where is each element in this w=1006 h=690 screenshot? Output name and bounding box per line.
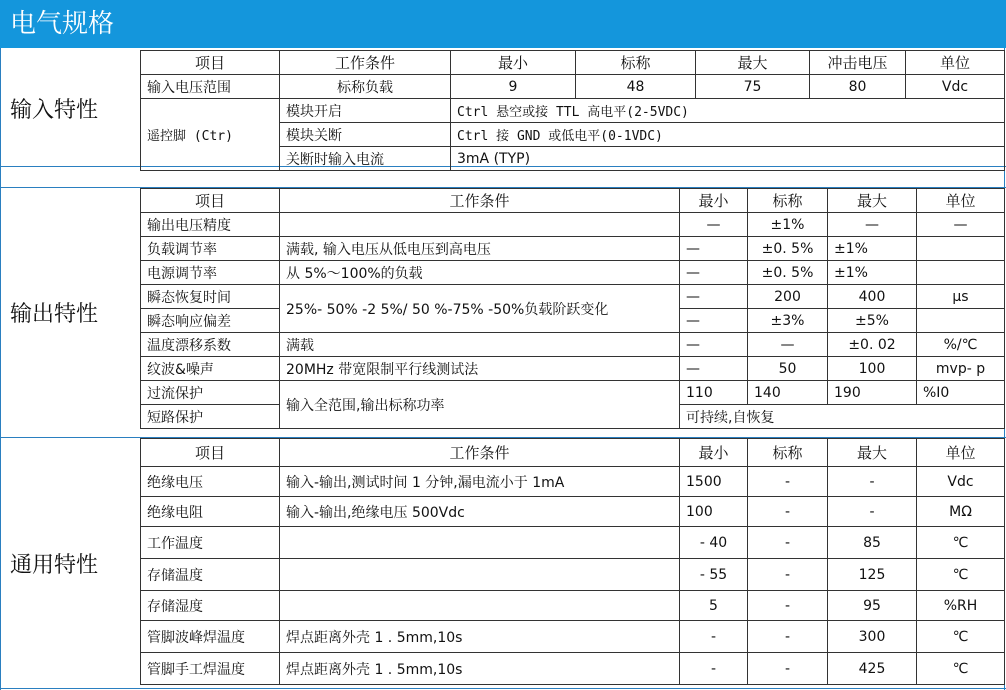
table-cell: 200 — [748, 285, 828, 309]
header-cell: 标称 — [748, 439, 828, 467]
table-cell — [917, 237, 1005, 261]
table-cell: 温度漂移系数 — [141, 333, 280, 357]
table-row — [141, 99, 1005, 123]
table-cell: 190 — [828, 381, 917, 405]
page-title: 电气规格 — [0, 0, 1006, 48]
table-cell: ℃ — [917, 621, 1005, 653]
table-cell: 管脚手工焊温度 — [141, 653, 280, 685]
table-cell: - — [748, 467, 828, 497]
table-cell: %RH — [917, 591, 1005, 621]
header-cell: 标称 — [748, 189, 828, 213]
table-cell: - 55 — [680, 559, 748, 591]
table-cell: — — [680, 237, 748, 261]
table-cell: 48 — [576, 75, 696, 99]
table-cell: 瞬态响应偏差 — [141, 309, 280, 333]
table-row — [141, 653, 1005, 685]
table-cell: ℃ — [917, 527, 1005, 559]
table-cell: 输出电压精度 — [141, 213, 280, 237]
header-cell: 最小 — [680, 439, 748, 467]
table-cell: — — [828, 213, 917, 237]
table-cell: 可持续,自恢复 — [680, 405, 1005, 429]
table-cell: - — [748, 559, 828, 591]
table-cell: ±1% — [828, 237, 917, 261]
table-cell: 300 — [828, 621, 917, 653]
table-cell: — — [680, 357, 748, 381]
table-cell: 输入-输出,绝缘电压 500Vdc — [280, 497, 680, 527]
table-cell: 125 — [828, 559, 917, 591]
table-cell: - — [748, 591, 828, 621]
table-cell: 85 — [828, 527, 917, 559]
table-cell: 100 — [680, 497, 748, 527]
table-cell: %I0 — [917, 381, 1005, 405]
table-cell: 焊点距离外壳 1 . 5mm,10s — [280, 621, 680, 653]
table-cell: - — [680, 621, 748, 653]
table-cell: 短路保护 — [141, 405, 280, 429]
header-cell: 单位 — [906, 51, 1005, 75]
table-row — [141, 237, 1005, 261]
output-section-label: 输出特性 — [10, 302, 99, 327]
table-cell: 过流保护 — [141, 381, 280, 405]
table-cell: 模块关断 — [280, 123, 451, 147]
table-cell — [280, 559, 680, 591]
table-row — [141, 591, 1005, 621]
table-cell: 绝缘电压 — [141, 467, 280, 497]
header-cell: 最大 — [828, 439, 917, 467]
table-cell: 工作温度 — [141, 527, 280, 559]
table-cell: 满载 — [280, 333, 680, 357]
table-cell: ℃ — [917, 559, 1005, 591]
table-cell: 模块开启 — [280, 99, 451, 123]
table-cell: 纹波&噪声 — [141, 357, 280, 381]
table-cell: ±1% — [828, 261, 917, 285]
table-row — [141, 527, 1005, 559]
table-cell: 输入全范围,输出标称功率 — [280, 381, 680, 429]
table-cell: — — [680, 333, 748, 357]
table-cell: - — [748, 497, 828, 527]
input-section-label: 输入特性 — [10, 97, 99, 123]
table-cell: 100 — [828, 357, 917, 381]
table-cell — [280, 591, 680, 621]
table-row — [141, 75, 1005, 99]
table-cell: ±0. 5% — [748, 237, 828, 261]
table-cell: 电源调节率 — [141, 261, 280, 285]
table-cell: - 40 — [680, 527, 748, 559]
table-cell: — — [680, 309, 748, 333]
table-cell: - — [828, 467, 917, 497]
table-cell: 焊点距离外壳 1 . 5mm,10s — [280, 653, 680, 685]
table-cell: μs — [917, 285, 1005, 309]
table-cell: 80 — [810, 75, 906, 99]
header-cell: 标称 — [576, 51, 696, 75]
table-cell: 9 — [451, 75, 576, 99]
table-row — [141, 381, 1005, 405]
table-cell: 50 — [748, 357, 828, 381]
bottom-divider — [0, 688, 1006, 689]
table-cell: 75 — [696, 75, 810, 99]
table-cell: 输入-输出,测试时间 1 分钟,漏电流小于 1mA — [280, 467, 680, 497]
table-cell: 95 — [828, 591, 917, 621]
table-row — [141, 559, 1005, 591]
table-row — [141, 621, 1005, 653]
table-cell: - — [680, 653, 748, 685]
table-row — [141, 285, 1005, 309]
table-row — [141, 357, 1005, 381]
header-cell: 项目 — [141, 51, 280, 75]
table-cell: 110 — [680, 381, 748, 405]
table-cell: ℃ — [917, 653, 1005, 685]
header-cell: 工作条件 — [280, 439, 680, 467]
table-cell: ±0. 5% — [748, 261, 828, 285]
header-cell: 最大 — [696, 51, 810, 75]
general-spec-table — [140, 438, 1005, 685]
input-header-row — [141, 51, 1005, 75]
header-cell: 冲击电压 — [810, 51, 906, 75]
header-cell: 工作条件 — [280, 51, 451, 75]
table-cell: — — [680, 285, 748, 309]
table-row — [141, 467, 1005, 497]
header-cell: 单位 — [917, 439, 1005, 467]
table-cell: 5 — [680, 591, 748, 621]
table-cell: 3mA (TYP) — [451, 147, 1005, 171]
table-cell: 从 5%～100%的负载 — [280, 261, 680, 285]
table-cell — [917, 261, 1005, 285]
header-cell: 最小 — [680, 189, 748, 213]
table-cell: ±0. 02 — [828, 333, 917, 357]
input-spec-table — [140, 50, 1005, 171]
table-row — [141, 497, 1005, 527]
table-cell: - — [748, 621, 828, 653]
general-header-row — [141, 439, 1005, 467]
table-cell: 400 — [828, 285, 917, 309]
table-cell: 140 — [748, 381, 828, 405]
header-cell: 单位 — [917, 189, 1005, 213]
table-cell — [280, 527, 680, 559]
header-cell: 最大 — [828, 189, 917, 213]
table-cell: 满载, 输入电压从低电压到高电压 — [280, 237, 680, 261]
table-row — [141, 261, 1005, 285]
table-cell: ±5% — [828, 309, 917, 333]
table-cell: mvp- p — [917, 357, 1005, 381]
table-cell — [280, 213, 680, 237]
table-cell: — — [680, 213, 748, 237]
header-cell: 工作条件 — [280, 189, 680, 213]
table-cell: Ctrl 悬空或接 TTL 高电平(2-5VDC) — [451, 99, 1005, 123]
table-cell: - — [748, 527, 828, 559]
table-cell: - — [748, 653, 828, 685]
table-cell: ±3% — [748, 309, 828, 333]
table-cell: 输入电压范围 — [141, 75, 280, 99]
table-cell: 425 — [828, 653, 917, 685]
table-cell: 25%- 50% -2 5%/ 50 %-75% -50%负载阶跃变化 — [280, 285, 680, 333]
table-cell: - — [828, 497, 917, 527]
table-cell: — — [748, 333, 828, 357]
table-cell: 存储温度 — [141, 559, 280, 591]
general-section-label: 通用特性 — [10, 552, 99, 578]
table-cell: 管脚波峰焊温度 — [141, 621, 280, 653]
table-cell: 1500 — [680, 467, 748, 497]
output-spec-table — [140, 188, 1005, 429]
table-row — [141, 333, 1005, 357]
table-cell: — — [917, 213, 1005, 237]
table-cell: 瞬态恢复时间 — [141, 285, 280, 309]
table-cell: Vdc — [917, 467, 1005, 497]
table-cell: %/℃ — [917, 333, 1005, 357]
table-cell: 绝缘电阻 — [141, 497, 280, 527]
table-cell: 关断时输入电流 — [280, 147, 451, 171]
table-cell: ±1% — [748, 213, 828, 237]
table-cell: 20MHz 带宽限制平行线测试法 — [280, 357, 680, 381]
table-cell: 遥控脚 (Ctr) — [141, 99, 280, 171]
table-cell: 存储湿度 — [141, 591, 280, 621]
output-header-row — [141, 189, 1005, 213]
table-cell: Vdc — [906, 75, 1005, 99]
table-cell: — — [680, 261, 748, 285]
table-cell: Ctrl 接 GND 或低电平(0-1VDC) — [451, 123, 1005, 147]
table-cell: 负载调节率 — [141, 237, 280, 261]
table-cell — [917, 309, 1005, 333]
header-cell: 项目 — [141, 189, 280, 213]
header-cell: 项目 — [141, 439, 280, 467]
table-row — [141, 213, 1005, 237]
table-cell: 标称负载 — [280, 75, 451, 99]
table-cell: MΩ — [917, 497, 1005, 527]
header-cell: 最小 — [451, 51, 576, 75]
